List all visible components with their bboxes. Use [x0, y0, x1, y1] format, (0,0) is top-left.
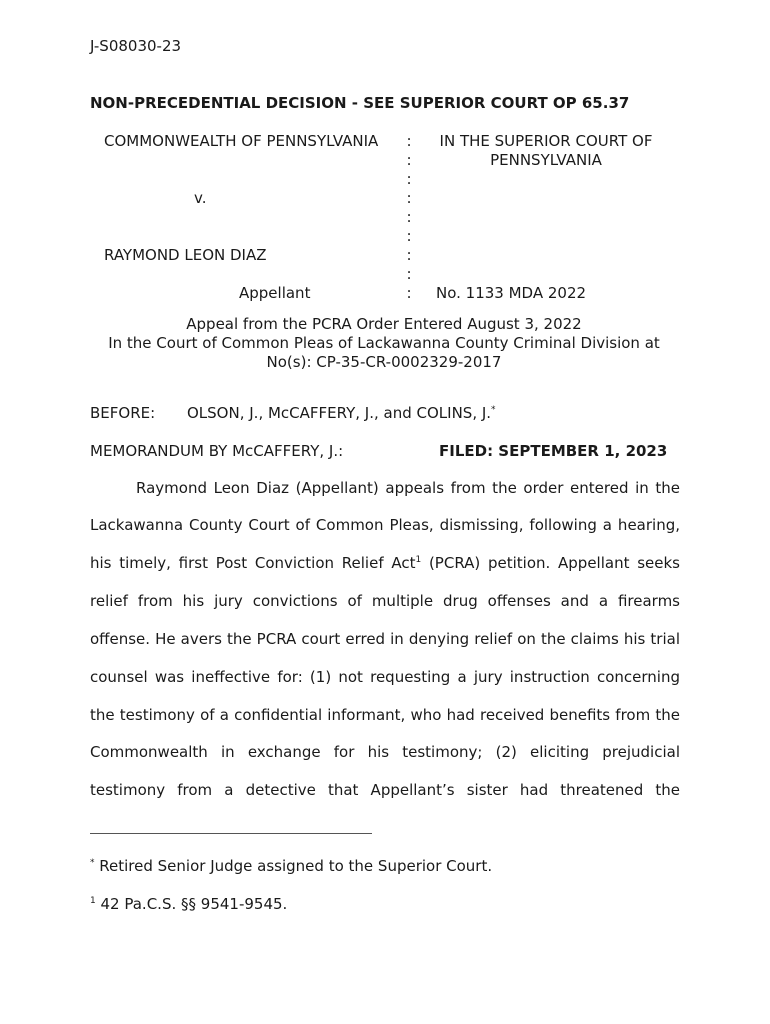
before-judges-text: OLSON, J., McCAFFERY, J., and COLINS, J. [187, 404, 492, 422]
caption-court-line1: IN THE SUPERIOR COURT OF [439, 132, 653, 150]
before-label: BEFORE: [90, 404, 156, 422]
appeal-line: In the Court of Common Pleas of Lackawanna County Criminal Division at [108, 334, 660, 352]
body-line: Raymond Leon Diaz (Appellant) appeals from the order entered in the [136, 479, 680, 497]
appeal-line: No(s): CP-35-CR-0002329-2017 [266, 353, 502, 371]
footnote-marker: * [90, 858, 95, 868]
caption-colon: : [406, 208, 412, 226]
caption-court-line2: PENNSYLVANIA [490, 151, 602, 169]
caption-commonwealth: COMMONWEALTH OF PENNSYLVANIA [104, 132, 379, 150]
appeal-line: Appeal from the PCRA Order Entered August 3, 2022 [186, 315, 582, 333]
body-line [90, 554, 680, 572]
caption-versus: v. [194, 189, 207, 207]
before-footnote-marker: * [491, 405, 496, 415]
body-line: Lackawanna County Court of Common Pleas, dismissing, following a hearing, [90, 516, 680, 534]
footnote [90, 895, 287, 913]
caption-colon: : [406, 170, 412, 188]
caption-case-number: No. 1133 MDA 2022 [436, 284, 587, 302]
footnote-text: 42 Pa.C.S. §§ 9541-9545. [100, 895, 288, 913]
caption-colon: : [406, 189, 412, 207]
filed-date: FILED: SEPTEMBER 1, 2023 [439, 442, 668, 460]
docket-number: J-S08030-23 [90, 37, 182, 55]
body-line: relief from his jury convictions of multiple drug offenses and a firearms [90, 592, 680, 610]
body-line: counsel was ineffective for: (1) not requesting a jury instruction concerning [90, 668, 680, 686]
caption-appellant-name: RAYMOND LEON DIAZ [104, 246, 267, 264]
caption-colon: : [406, 151, 412, 169]
footnote-text: Retired Senior Judge assigned to the Superior Court. [99, 857, 493, 875]
before-judges [187, 404, 496, 422]
body-footnote-marker: 1 [415, 555, 422, 565]
body-line-text: (PCRA) petition. Appellant seeks [421, 554, 680, 572]
caption-colon: : [406, 132, 412, 150]
body-line: Commonwealth in exchange for his testimony; (2) eliciting prejudicial [90, 743, 680, 761]
decision-type-heading: NON-PRECEDENTIAL DECISION - SEE SUPERIOR COURT OP 65.37 [90, 94, 630, 112]
body-line-text: his timely, first Post Conviction Relief Act [90, 554, 416, 572]
caption-colon: : [406, 246, 412, 264]
body-line: offense. He avers the PCRA court erred in denying relief on the claims his trial [90, 630, 680, 648]
footnote-marker: 1 [90, 896, 96, 906]
memorandum-by: MEMORANDUM BY McCAFFERY, J.: [90, 442, 344, 460]
body-line: the testimony of a confidential informant, who had received benefits from the [90, 706, 680, 724]
body-line: testimony from a detective that Appellant’s sister had threatened the [90, 781, 680, 799]
caption-colon: : [406, 227, 412, 245]
caption-colon: : [406, 284, 412, 302]
footnote-divider [90, 833, 372, 834]
caption-appellant-role: Appellant [239, 284, 311, 302]
footnote [90, 857, 492, 875]
caption-colon: : [406, 265, 412, 283]
